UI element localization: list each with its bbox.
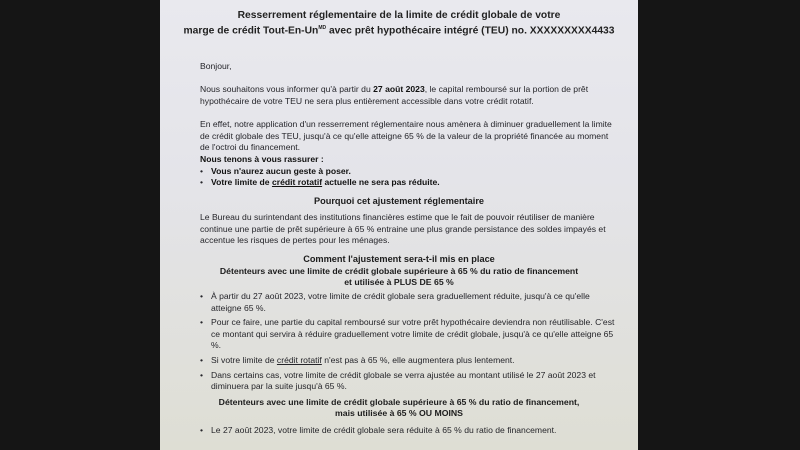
65-or-less-list bbox=[200, 425, 620, 437]
reassurance-heading: Nous tenons à vous rassurer : bbox=[200, 154, 324, 164]
list-item: • Vous n'aurez aucun geste à poser. bbox=[200, 166, 620, 178]
list-item: • Pour ce faire, une partie du capital remboursé sur votre prêt hypothécaire deviendra non réutilisable. C'est ce montant qui servira à réduire graduellement votre limite de crédit globale, jusqu'à ce qu'elle atteigne 65 %. bbox=[200, 317, 620, 352]
credit-rotatif-link[interactable]: crédit rotatif bbox=[276, 354, 322, 365]
why-paragraph: Le Bureau du surintendant des institutions financières estime que le fait de pouvoir réutiliser de manière continue une partie de prêt supérieure à 65 % entraine une plus grande persistance des soldes impayés et accentue les risques de pertes pour les ménages. bbox=[200, 212, 606, 246]
letter-page bbox=[160, 0, 638, 450]
group-heading-65-or-less: Détenteurs avec une limite de crédit globale supérieure à 65 % du ratio de financement, mais utilisée à 65 % OU MOINS bbox=[218, 397, 580, 418]
intro-text-end: , le capital remboursé sur la portion de prêt hypothécaire de votre TEU ne sera plus entièrement accessible dans votre crédit rotatif. bbox=[200, 84, 589, 106]
reassurance-block bbox=[200, 154, 620, 189]
over-65-list bbox=[200, 291, 620, 393]
title-product: marge de crédit Tout-En-Un bbox=[183, 25, 319, 37]
greeting: Bonjour, bbox=[200, 61, 232, 71]
list-item: • Votre limite de crédit rotatif actuelle ne sera pas réduite. bbox=[200, 177, 620, 189]
trademark-mark: MD bbox=[318, 25, 327, 31]
list-item: • À partir du 27 août 2023, votre limite de crédit globale sera graduellement réduite, jusqu'à ce qu'elle atteigne 65 %. bbox=[200, 291, 620, 314]
list-item: • Si votre limite de crédit rotatif n'est pas à 65 %, elle augmentera plus lentement. bbox=[200, 355, 620, 367]
effective-date: 27 août 2023 bbox=[373, 84, 425, 94]
intro-paragraph bbox=[200, 84, 620, 107]
title-line-1: Resserrement réglementaire de la limite de crédit globale de votre bbox=[237, 10, 561, 21]
background-right bbox=[638, 0, 800, 450]
list-item: • Dans certains cas, votre limite de crédit globale se verra ajustée au montant utilisé le 27 août 2023 et diminuera par la suite jusqu'à 65 %. bbox=[200, 370, 620, 393]
reassurance-list bbox=[200, 166, 620, 189]
background-left bbox=[0, 0, 160, 450]
title-line-2 bbox=[160, 22, 638, 37]
credit-rotatif-link[interactable]: crédit rotatif bbox=[271, 177, 323, 188]
group-heading-over-65: Détenteurs avec une limite de crédit globale supérieure à 65 % du ratio de financement et utilisée à PLUS DE 65 % bbox=[219, 266, 579, 287]
section-heading-why: Pourquoi cet ajustement réglementaire bbox=[313, 196, 484, 206]
letter-title bbox=[160, 9, 638, 37]
section-heading-how: Comment l'ajustement sera-t-il mis en place bbox=[303, 254, 495, 264]
list-item: • Le 27 août 2023, votre limite de crédit globale sera réduite à 65 % du ratio de financement. bbox=[200, 425, 620, 437]
explanation-paragraph: En effet, notre application d'un resserrement réglementaire nous amènera à diminuer graduellement la limite de crédit globale des TEU, jusqu'à ce qu'elle atteigne 65 % de la valeur de la propriété financée au moment de l'octroi du financement. bbox=[200, 119, 612, 153]
title-account: avec prêt hypothécaire intégré (TEU) no. XXXXXXXXX4433 bbox=[326, 25, 615, 37]
intro-text-start: Nous souhaitons vous informer qu'à partir du bbox=[200, 84, 374, 94]
